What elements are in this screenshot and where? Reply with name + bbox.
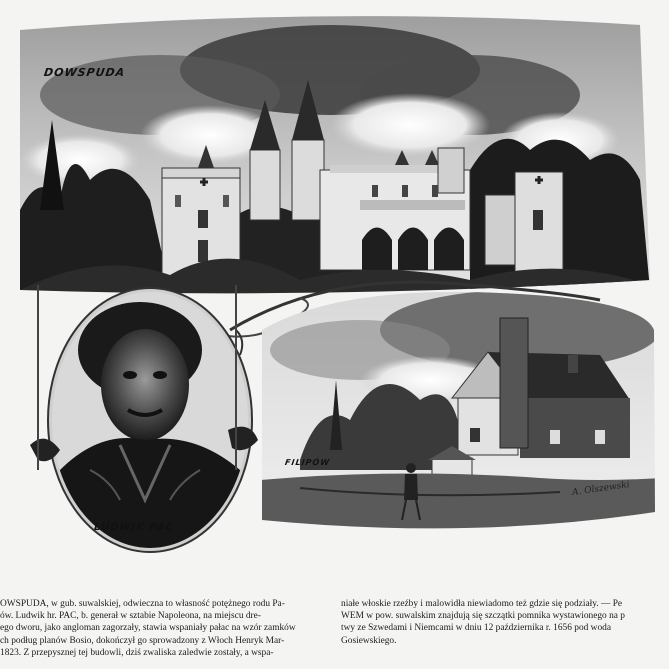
article-column-left xyxy=(0,598,322,659)
palace-scene xyxy=(0,0,669,300)
article-line: ch podług planów Bosio, dokończył go sprowadzony z Włoch Henryk Mar- xyxy=(0,635,285,646)
artist-signature: A. Olszewski xyxy=(571,480,631,498)
article-line: twy ze Szwedami i Niemcami w dniu 12 października r. 1656 pod woda xyxy=(341,623,611,634)
article-line: niałe włoskie rzeźby i malowidła niewiadomo też gdzie się podziały. — Pe xyxy=(341,599,623,609)
article-line: ów. Ludwik hr. PAC, b. generał w sztabie Napoleona, na miejscu dre- xyxy=(0,611,261,622)
article-line: Gosiewskiego. xyxy=(341,635,397,646)
article-line: WEM w pow. suwalskim znajdują się szczątki pomnika wystawionego na p xyxy=(341,611,625,622)
article-line: 1823. Z przepysznej tej budowli, dziś zwaliska zaledwie zostały, a wspa- xyxy=(0,647,274,658)
portrait-caption: LUDWIK PAC xyxy=(93,522,175,533)
illustration-title: DOWSPUDA xyxy=(43,66,127,79)
article-column-right xyxy=(341,598,669,647)
article-line: ego dworu, jako angloman zagorzały, stawia wspaniały pałac na wzór zamków xyxy=(0,623,296,634)
article-text xyxy=(0,598,669,669)
cottage-caption: FILIPÓW xyxy=(284,458,331,467)
article-line: OWSPUDA, w gub. suwalskiej, odwieczna to własność potężnego rodu Pa- xyxy=(0,599,285,609)
cottage-scene xyxy=(250,280,669,540)
